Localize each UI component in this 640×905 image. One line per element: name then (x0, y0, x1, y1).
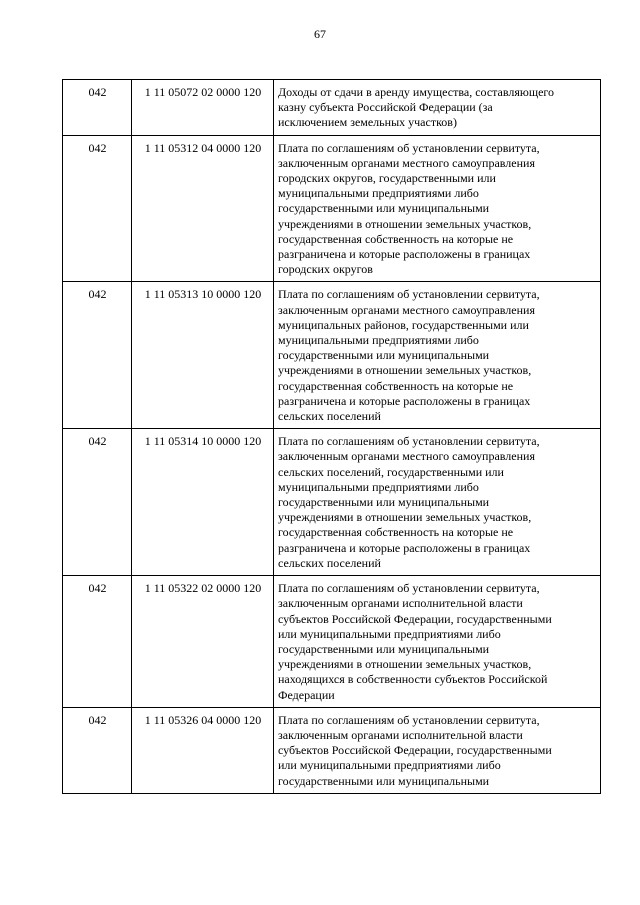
revenue-name-line: Федерации (278, 687, 335, 702)
revenue-name-line: Плата по соглашениям об установлении сервитута, (278, 140, 540, 155)
revenue-name-line: субъектов Российской Федерации, государственными (278, 743, 552, 758)
kbk-code-cell: 1 11 05313 10 0000 120 (132, 282, 274, 429)
revenue-name-line: муниципальными предприятиями либо (278, 333, 479, 348)
revenue-name-line: муниципальных районов, государственными или (278, 317, 529, 332)
revenue-name-line: городских округов (278, 262, 373, 277)
revenue-codes-table (62, 79, 601, 794)
revenue-name-line: субъектов Российской Федерации, государственными (278, 611, 552, 626)
admin-code-cell: 042 (63, 576, 132, 708)
revenue-name-line: Плата по соглашениям об установлении сервитута, (278, 581, 540, 596)
revenue-name-line: государственными или муниципальными (278, 641, 490, 656)
revenue-name-line: учреждениями в отношении земельных участков, (278, 510, 532, 525)
table-body (63, 80, 601, 794)
kbk-code-cell: 1 11 05314 10 0000 120 (132, 429, 274, 576)
table-row (63, 282, 601, 429)
revenue-name-line: государственная собственность на которые не (278, 231, 514, 246)
page-number: 67 (314, 27, 326, 41)
admin-code-cell: 042 (63, 429, 132, 576)
revenue-name-line: учреждениями в отношении земельных участков, (278, 216, 532, 231)
table-row (63, 707, 601, 793)
admin-code-cell: 042 (63, 707, 132, 793)
revenue-name-line: государственными или муниципальными (278, 348, 490, 363)
revenue-name-line: или муниципальными предприятиями либо (278, 626, 501, 641)
revenue-name-line: Плата по соглашениям об установлении сервитута, (278, 287, 540, 302)
revenue-name-cell (274, 80, 601, 136)
kbk-code-cell: 1 11 05072 02 0000 120 (132, 80, 274, 136)
revenue-name-line: Доходы от сдачи в аренду имущества, составляющего (278, 85, 555, 99)
table-row (63, 80, 601, 136)
revenue-name-line: Плата по соглашениям об установлении сервитута, (278, 434, 540, 449)
revenue-name-line: разграничена и которые расположены в границах (278, 393, 531, 408)
revenue-name-cell (274, 707, 601, 793)
revenue-name-line: заключенным органами исполнительной власти (278, 727, 523, 742)
revenue-name-cell (274, 429, 601, 576)
revenue-name-line: государственная собственность на которые не (278, 378, 514, 393)
revenue-name-cell (274, 135, 601, 282)
table-row (63, 576, 601, 708)
kbk-code-cell: 1 11 05322 02 0000 120 (132, 576, 274, 708)
revenue-name-line: разграничена и которые расположены в границах (278, 540, 531, 555)
kbk-code-cell: 1 11 05326 04 0000 120 (132, 707, 274, 793)
revenue-name-line: сельских поселений (278, 409, 381, 424)
revenue-name-line: государственными или муниципальными (278, 773, 490, 788)
table-row (63, 135, 601, 282)
revenue-name-line: государственными или муниципальными (278, 201, 490, 216)
revenue-name-line: исключением земельных участков) (278, 115, 457, 130)
revenue-name-line: Плата по соглашениям об установлении сервитута, (278, 712, 540, 727)
admin-code-cell: 042 (63, 282, 132, 429)
revenue-name-cell (274, 576, 601, 708)
revenue-name-line: заключенным органами местного самоуправления (278, 155, 535, 170)
revenue-name-line: муниципальными предприятиями либо (278, 479, 479, 494)
revenue-name-line: находящихся в собственности субъектов Российской (278, 672, 548, 687)
admin-code-cell: 042 (63, 80, 132, 136)
revenue-name-cell (274, 282, 601, 429)
revenue-name-line: учреждениями в отношении земельных участков, (278, 657, 532, 672)
revenue-name-line: муниципальными предприятиями либо (278, 186, 479, 201)
revenue-name-line: городских округов, государственными или (278, 171, 496, 186)
revenue-name-line: учреждениями в отношении земельных участков, (278, 363, 532, 378)
kbk-code-cell: 1 11 05312 04 0000 120 (132, 135, 274, 282)
revenue-name-line: разграничена и которые расположены в границах (278, 247, 531, 262)
table-row (63, 429, 601, 576)
revenue-name-line: казну субъекта Российской Федерации (за (278, 100, 493, 115)
revenue-name-line: государственными или муниципальными (278, 495, 490, 510)
revenue-name-line: государственная собственность на которые не (278, 525, 514, 540)
revenue-name-line: или муниципальными предприятиями либо (278, 758, 501, 773)
revenue-name-line: заключенным органами исполнительной власти (278, 596, 523, 611)
revenue-name-line: заключенным органами местного самоуправления (278, 449, 535, 464)
revenue-name-line: сельских поселений, государственными или (278, 464, 504, 479)
revenue-name-line: заключенным органами местного самоуправления (278, 302, 535, 317)
revenue-name-line: сельских поселений (278, 555, 381, 570)
admin-code-cell: 042 (63, 135, 132, 282)
